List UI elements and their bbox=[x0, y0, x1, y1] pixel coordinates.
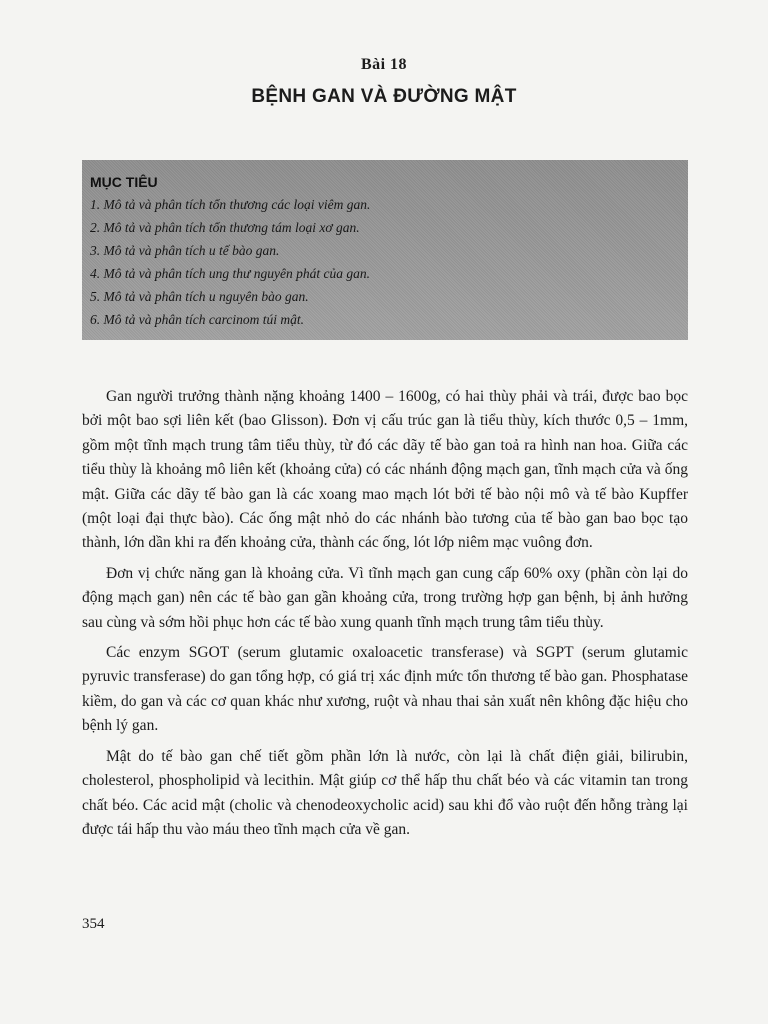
objective-item: 1. Mô tả và phân tích tổn thương các loại viêm gan. bbox=[90, 197, 371, 212]
objective-item: 4. Mô tả và phân tích ung thư nguyên phát của gan. bbox=[90, 266, 370, 281]
page-number: 354 bbox=[82, 916, 105, 932]
objectives-list bbox=[90, 193, 678, 331]
paragraph-bile: Mật do tế bào gan chế tiết gồm phần lớn là nước, còn lại là chất điện giải, bilirubin, cholesterol, phospholipid và lecithin. Mật giúp cơ thể hấp thu chất béo và các vitamin tan trong chất béo. Các acid mật (cholic và chenodeoxycholic acid) sau khi đổ vào ruột đến hỗng tràng lại được tái hấp thu vào máu theo tĩnh mạch cửa về gan. bbox=[82, 747, 688, 838]
paragraph-enzymes: Các enzym SGOT (serum glutamic oxaloacetic transferase) và SGPT (serum glutamic pyruvic transferase) do gan tổng hợp, có giá trị xác định mức tổn thương tế bào gan. Phosphatase kiềm, do gan và các cơ quan khác như xương, ruột và nhau thai sản xuất nên không đặc hiệu cho bệnh lý gan. bbox=[82, 644, 688, 735]
objective-item: 2. Mô tả và phân tích tổn thương tám loại xơ gan. bbox=[90, 220, 360, 235]
body-text bbox=[82, 385, 688, 848]
objective-item: 6. Mô tả và phân tích carcinom túi mật. bbox=[90, 312, 304, 327]
paragraph-liver-structure: Gan người trưởng thành nặng khoảng 1400 – 1600g, có hai thùy phải và trái, được bao bọc bởi một bao sợi liên kết (bao Glisson). Đơn vị cấu trúc gan là tiểu thùy, kích thước 0,5 – 1mm, gồm một tĩnh mạch trung tâm tiểu thùy, từ đó các dãy tế bào gan toả ra hình nan hoa. Giữa các tiểu thùy là khoảng mô liên kết (khoảng cửa) có các nhánh động mạch gan, tĩnh mạch cửa và ống mật. Giữa các dãy tế bào gan là các xoang mao mạch lót bởi tế bào nội mô và tế bào Kupffer (một loại đại thực bào). Các ống mật nhỏ do các nhánh bào tương của tế bào gan bao bọc tạo thành, lớn dần khi ra đến khoảng cửa, thành các ống, lót lớp niêm mạc vuông đơn. bbox=[82, 388, 688, 552]
objective-item: 3. Mô tả và phân tích u tế bào gan. bbox=[90, 243, 280, 258]
paragraph-liver-function: Đơn vị chức năng gan là khoảng cửa. Vì tĩnh mạch gan cung cấp 60% oxy (phần còn lại do động mạch gan) nên các tế bào gan gần khoảng cửa, trong trường hợp gan bệnh, bị ảnh hưởng sau cùng và sớm hồi phục hơn các tế bào xung quanh tĩnh mạch trung tâm tiểu thùy. bbox=[82, 564, 688, 631]
objective-item: 5. Mô tả và phân tích u nguyên bào gan. bbox=[90, 289, 309, 304]
objectives-box bbox=[82, 160, 688, 340]
objectives-heading: MỤC TIÊU bbox=[90, 174, 158, 190]
chapter-title: BỆNH GAN VÀ ĐƯỜNG MẬT bbox=[251, 86, 517, 107]
lesson-number: Bài 18 bbox=[360, 56, 408, 73]
